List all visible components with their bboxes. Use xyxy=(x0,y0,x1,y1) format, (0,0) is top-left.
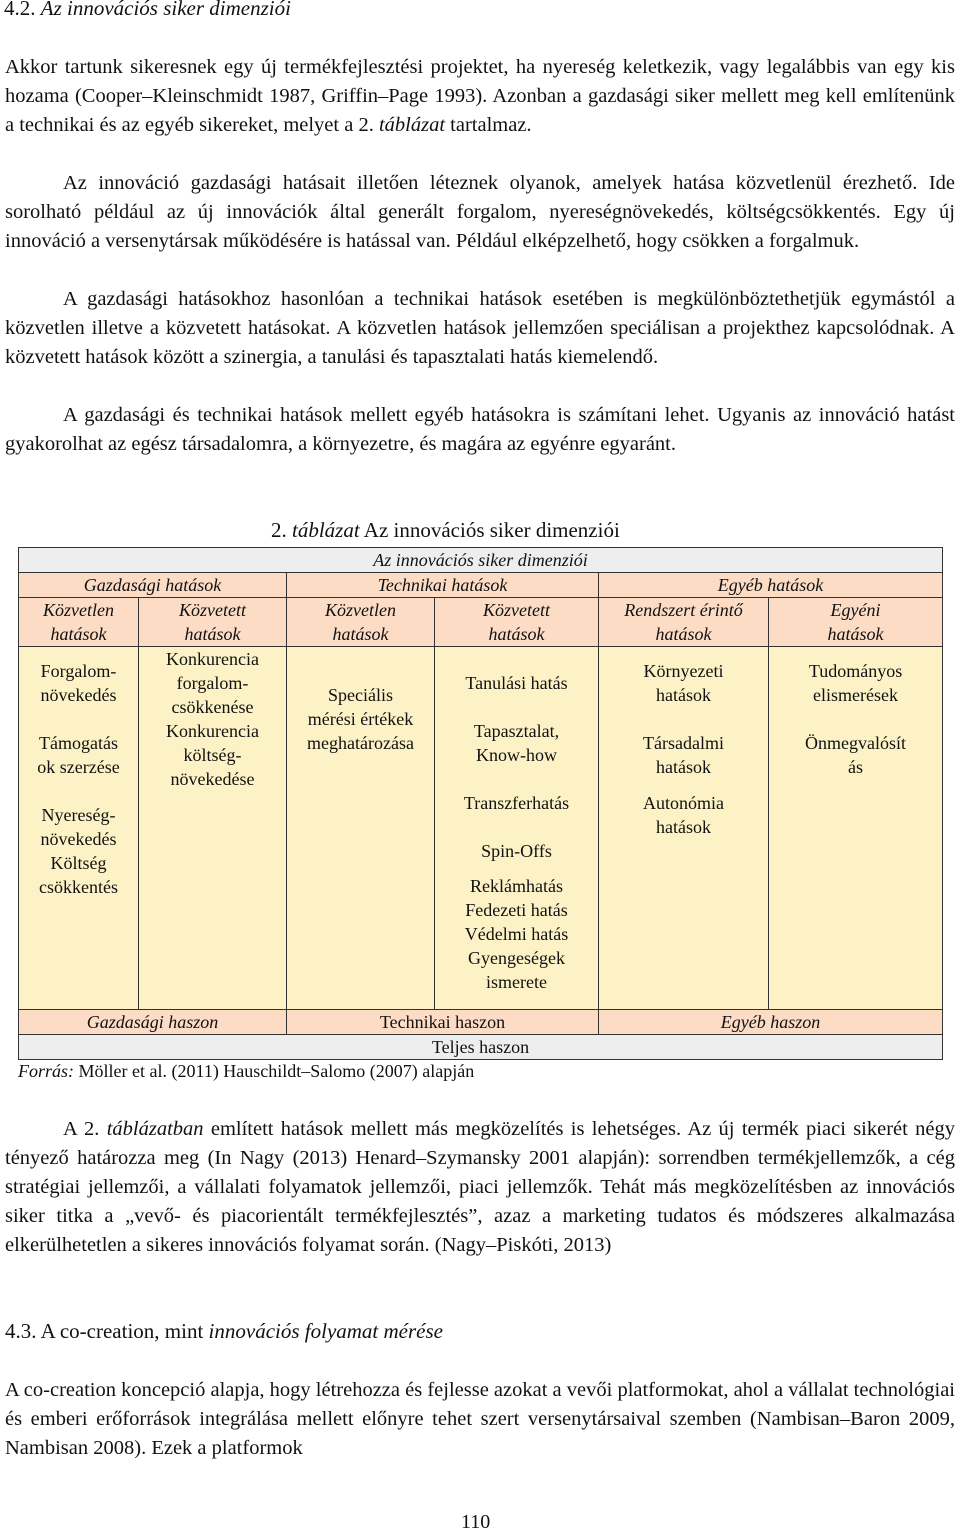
paragraph-6: A co-creation koncepció alapja, hogy létrehozza és fejlesse azokat a vevői platformokat, ahol a vállalat technológiai és emberi erőforrások integrálása mellett előnyre tehet szert versenytársaival szemben (Nambisan–Baron 2009, Nambisan 2008). Ezek a platformok xyxy=(5,1379,955,1459)
subheader-direct-technical: Közvetlen hatások xyxy=(287,598,435,647)
cell-indirect-technical xyxy=(435,647,599,1010)
footer-technical-benefit: Technikai haszon xyxy=(287,1010,599,1035)
list-item: Forgalom- növekedés xyxy=(40,661,117,705)
subheader-indirect-economic: Közvetett hatások xyxy=(139,598,287,647)
group-header-other: Egyéb hatások xyxy=(599,573,943,598)
table-top-header: Az innovációs siker dimenziói xyxy=(19,548,943,573)
total-benefit: Teljes haszon xyxy=(19,1035,943,1060)
section-title: Az innovációs siker dimenziói xyxy=(40,0,291,20)
subheader-indirect-technical: Közvetett hatások xyxy=(435,598,599,647)
subheader-individual: Egyéni hatások xyxy=(769,598,943,647)
list-item: Transzferhatás xyxy=(463,793,570,813)
footer-economic-benefit: Gazdasági haszon xyxy=(19,1010,287,1035)
list-item: Környezeti hatások xyxy=(643,661,724,705)
list-item: Konkurencia forgalom- csökkenése Konkurencia költség- növekedése xyxy=(166,649,259,789)
list-item: Támogatás ok szerzése xyxy=(37,733,120,777)
cell-direct-technical xyxy=(287,647,435,1010)
subheader-direct-economic: Közvetlen hatások xyxy=(19,598,139,647)
paragraph-3: A gazdasági hatásokhoz hasonlóan a technikai hatások esetében is megkülönböztethetjük egymástól a közvetlen illetve a közvetett hatásokat. A közvetlen hatások jellemzően speciálisan a projekthez kapcsolódnak. A közvetett hatások között a szinergia, a tanulási és tapasztalati hatás kiemelendő. xyxy=(5,288,955,368)
subheader-system: Rendszert érintő hatások xyxy=(599,598,769,647)
dimensions-table xyxy=(18,547,943,1060)
list-item: Tanulási hatás xyxy=(465,673,568,693)
list-item: Autonómia hatások xyxy=(643,793,724,837)
cell-individual xyxy=(769,647,943,1010)
paragraph-4: A gazdasági és technikai hatások mellett egyéb hatásokra is számítani lehet. Ugyanis az innováció hatást gyakorolhat az egész társadalomra, a környezetre, és magára az egyénre egyaránt. xyxy=(5,404,955,455)
page-number: 110 xyxy=(461,1511,491,1533)
cell-system xyxy=(599,647,769,1010)
paragraph-1: Akkor tartunk sikeresnek egy új termékfejlesztési projektet, ha nyereség keletkezik, vagy legalábbis van egy kis hozama (Cooper–Kleinschmidt 1987, Griffin–Page 1993). Azonban a gazdasági siker mellett meg kell említenünk a technikai és az egyéb sikereket, melyet a 2. táblázat tartalmaz. xyxy=(5,56,955,136)
footer-other-benefit: Egyéb haszon xyxy=(599,1010,943,1035)
list-item: Nyereség- növekedés Költség csökkentés xyxy=(39,805,118,897)
cell-indirect-economic xyxy=(139,647,287,1010)
list-item: Spin-Offs xyxy=(481,841,552,861)
paragraph-2: Az innováció gazdasági hatásait illetően léteznek olyanok, amelyek hatása közvetlenül érezhető. Ide sorolható például az új innovációk által generált forgalom, nyereségnövekedés, költségcsökkentés. Egy új innováció a versenytársak működésére is hatással van. Például elképzelhető, hogy csökken a forgalmuk. xyxy=(5,172,955,252)
list-item: Speciális mérési értékek meghatározása xyxy=(307,685,414,753)
section-heading xyxy=(4,0,291,21)
table-caption: 2. táblázat Az innovációs siker dimenziói xyxy=(271,518,620,542)
table-source: Forrás: Möller et al. (2011) Hauschildt–Salomo (2007) alapján xyxy=(18,1061,475,1081)
cell-direct-economic xyxy=(19,647,139,1010)
list-item: Tudományos elismerések xyxy=(808,661,903,705)
section-number: 4.2. xyxy=(4,0,36,20)
group-header-technical: Technikai hatások xyxy=(287,573,599,598)
list-item: Tapasztalat, Know-how xyxy=(473,721,560,765)
paragraph-5: A 2. táblázatban említett hatások mellett más megközelítés is lehetséges. Az új termék piaci sikerét négy tényező határozza meg (In Nagy (2013) Henard–Szymansky 2001 alapján): sorrendben termékjellemzők, a cég stratégiai jellemzői, a vállalati folyamatok jellemzői, piaci jellemzők. Tehát más megközelítésben az innovációs siker titka a „vevő- és piacorientált termékfejlesztés”, azaz a marketing tudatos és módszeres alkalmazása elkerülhetetlen a sikeres innovációs folyamat során. (Nagy–Piskóti, 2013) xyxy=(5,1118,956,1256)
list-item: Társadalmi hatások xyxy=(643,733,724,777)
list-item: Reklámhatás Fedezeti hatás Védelmi hatás Gyengeségek ismerete xyxy=(464,876,569,992)
group-header-economic: Gazdasági hatások xyxy=(19,573,287,598)
list-item: Önmegvalósít ás xyxy=(805,733,907,777)
section-heading-4-3: 4.3. A co-creation, mint innovációs folyamat mérése xyxy=(5,1319,443,1343)
